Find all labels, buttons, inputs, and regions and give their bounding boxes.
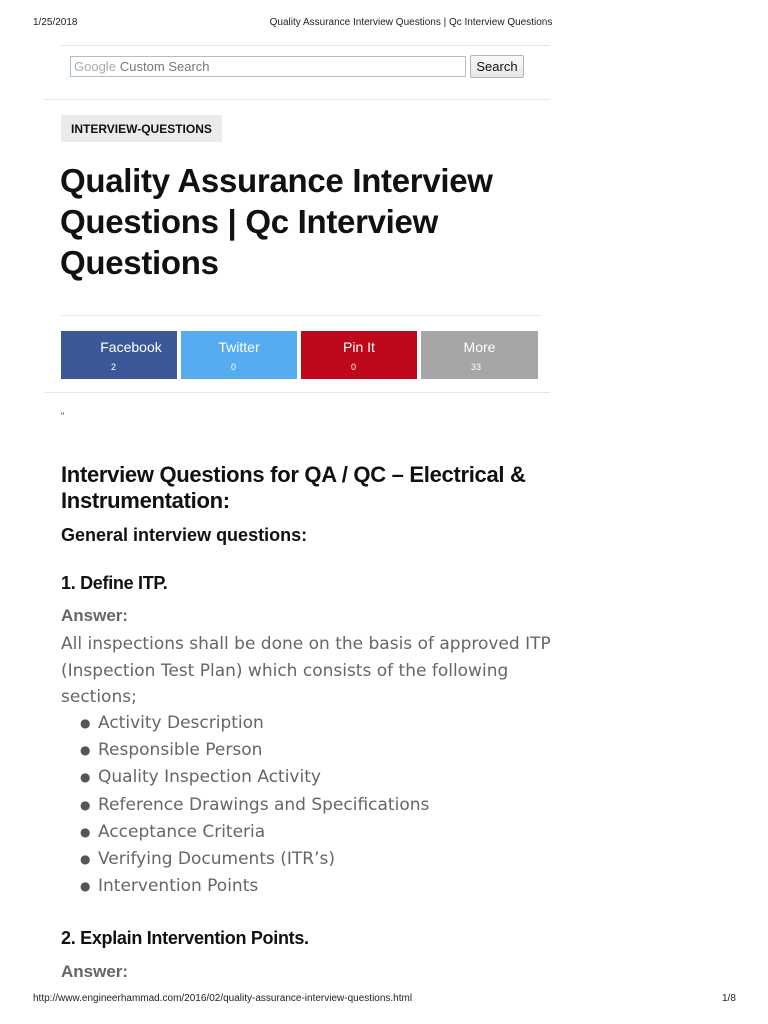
print-title: Quality Assurance Interview Questions | Qc Interview Questions xyxy=(269,17,553,28)
search-placeholder: Custom Search xyxy=(119,59,210,74)
question-heading: 2. Explain Intervention Points. xyxy=(61,928,309,948)
list-item-text: Intervention Points xyxy=(98,876,259,897)
list-item-text: Activity Description xyxy=(98,713,264,733)
page-number: 1/8 xyxy=(722,993,736,1004)
list-item-text: Verifying Documents (ITR’s) xyxy=(98,848,335,869)
answer-label: Answer: xyxy=(61,606,129,625)
divider xyxy=(44,99,550,100)
tiny-mark: " xyxy=(61,411,65,421)
footer-url: http://www.engineerhammad.com/2016/02/quality-assurance-interview-questions.html xyxy=(33,993,413,1004)
list-item xyxy=(80,737,429,764)
list-item-text: Reference Drawings and Specifications xyxy=(98,794,430,815)
share-count: 33 xyxy=(471,362,482,372)
bullet-icon: ● xyxy=(80,797,91,812)
share-count: 2 xyxy=(111,362,117,372)
list-item-text: Responsible Person xyxy=(98,740,263,761)
share-twitter-button[interactable] xyxy=(181,331,297,379)
google-logo: Google xyxy=(74,59,116,74)
bullet-icon: ● xyxy=(80,716,91,730)
category-tag[interactable]: INTERVIEW-QUESTIONS xyxy=(61,115,222,142)
divider xyxy=(44,392,550,393)
list-item-text: Acceptance Criteria xyxy=(98,821,266,842)
print-header xyxy=(0,17,768,31)
section-heading: Interview Questions for QA / QC – Electrical & Instrumentation: xyxy=(61,462,526,513)
bullet-icon: ● xyxy=(80,851,91,866)
bullet-icon: ● xyxy=(80,879,91,894)
list-item xyxy=(80,792,429,819)
bullet-icon: ● xyxy=(80,743,91,758)
share-label: Facebook xyxy=(100,339,162,355)
divider xyxy=(61,45,550,46)
list-item xyxy=(80,873,429,900)
search-button[interactable]: Search xyxy=(470,55,524,78)
share-bar xyxy=(61,331,538,379)
print-date: 1/25/2018 xyxy=(33,17,78,28)
share-label: More xyxy=(463,339,496,355)
question-heading: 1. Define ITP. xyxy=(61,573,168,593)
share-count: 0 xyxy=(351,362,357,372)
share-label: Twitter xyxy=(218,339,260,355)
share-pinterest-button[interactable] xyxy=(301,331,417,379)
itp-sections-list xyxy=(80,710,429,900)
list-item xyxy=(80,710,429,737)
search-input[interactable] xyxy=(70,56,466,77)
share-facebook-button[interactable] xyxy=(61,331,177,379)
answer-text: All inspections shall be done on the basis of approved ITP (Inspection Test Plan) which consists of the following sections; xyxy=(61,634,551,707)
list-item-text: Quality Inspection Activity xyxy=(98,767,321,788)
bullet-icon: ● xyxy=(80,770,91,785)
page-title: Quality Assurance Interview Questions | Qc Interview Questions xyxy=(60,162,493,281)
sub-heading: General interview questions: xyxy=(61,525,308,545)
list-item xyxy=(80,819,429,846)
divider xyxy=(61,315,541,316)
answer-label: Answer: xyxy=(61,962,129,981)
share-count: 0 xyxy=(231,362,237,372)
share-label: Pin It xyxy=(343,339,375,355)
bullet-icon: ● xyxy=(80,824,91,839)
share-more-button[interactable] xyxy=(421,331,538,379)
list-item xyxy=(80,846,429,873)
list-item xyxy=(80,764,429,791)
